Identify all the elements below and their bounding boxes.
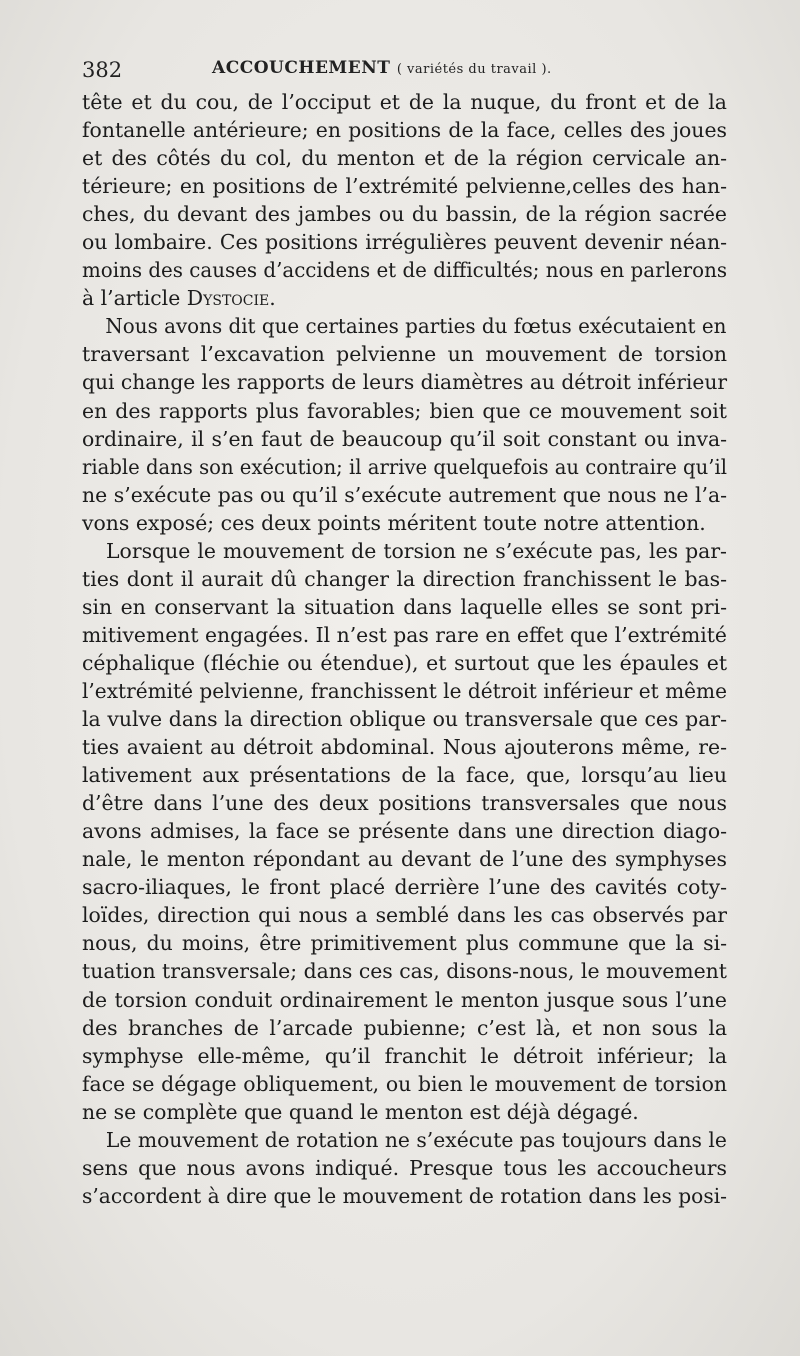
text-line: qui change les rapports de leurs diamètres au détroit inférieur — [82, 370, 728, 395]
text-line: moins des causes d’accidens et de difficultés; nous en parlerons — [82, 258, 728, 283]
paragraph-start-line: Lorsque le mouvement de torsion ne s’exécute pas, les par- — [106, 538, 727, 563]
text-line: ordinaire, il s’en faut de beaucoup qu’il soit constant ou inva- — [82, 426, 728, 451]
paragraph-start-line: Le mouvement de rotation ne s’exécute pas toujours dans le — [105, 1127, 727, 1152]
text-line: d’être dans l’une des deux positions transversales que nous — [82, 791, 728, 816]
text-line: en des rapports plus favorables; bien que ce mouvement soit — [82, 398, 727, 423]
paragraph-start-line: Nous avons dit que certaines parties du fœtus exécutaient en — [105, 314, 727, 339]
text-line: ties avaient au détroit abdominal. Nous ajouterons même, re- — [82, 735, 727, 760]
text-line-reference — [82, 284, 727, 312]
text-line: ches, du devant des jambes ou du bassin, de la région sacrée — [82, 202, 727, 227]
text-line: des branches de l’arcade pubienne; c’est là, et non sous la — [82, 1015, 728, 1040]
reference-end: . — [269, 286, 276, 311]
text-line: ou lombaire. Ces positions irrégulières peuvent devenir néan- — [82, 230, 727, 255]
text-line: loïdes, direction qui nous a semblé dans les cas observés par — [82, 903, 728, 928]
text-line: tuation transversale; dans ces cas, disons-nous, le mouvement — [82, 959, 727, 984]
running-title-subtitle: ( variétés du travail ). — [396, 62, 552, 77]
text-line: et des côtés du col, du menton et de la région cervicale an- — [82, 146, 727, 171]
running-header — [82, 56, 722, 86]
text-line: ne se complète que quand le menton est déjà dégagé. — [82, 1099, 639, 1124]
text-line: sens que nous avons indiqué. Presque tous les accoucheurs — [82, 1155, 727, 1180]
text-line: symphyse elle-même, qu’il franchit le détroit inférieur; la — [82, 1043, 728, 1068]
text-line: s’accordent à dire que le mouvement de rotation dans les posi- — [82, 1183, 727, 1208]
text-line: riable dans son exécution; il arrive quelquefois au contraire qu’il — [82, 454, 727, 479]
running-title — [212, 58, 552, 78]
body-text — [82, 88, 727, 1210]
text-line: nale, le menton répondant au devant de l’une des symphyses — [82, 847, 728, 872]
text-line: de torsion conduit ordinairement le menton jusque sous l’une — [82, 987, 727, 1012]
text-line: sacro-iliaques, le front placé derrière l’une des cavités coty- — [82, 875, 728, 900]
text-line: sin en conservant la situation dans laquelle elles se sont pri- — [82, 594, 728, 619]
text-line: térieure; en positions de l’extrémité pelvienne,celles des han- — [82, 174, 728, 199]
running-title-main: ACCOUCHEMENT — [212, 58, 391, 78]
text-line: la vulve dans la direction oblique ou transversale que ces par- — [82, 707, 727, 732]
page-number: 382 — [82, 58, 123, 82]
reference-term: Dystocie — [186, 286, 270, 311]
text-line: fontanelle antérieure; en positions de la face, celles des joues — [82, 118, 727, 143]
text-line: tête et du cou, de l’occiput et de la nuque, du front et de la — [82, 90, 727, 114]
text-line: avons admises, la face se présente dans une direction diago- — [82, 819, 728, 844]
text-line: face se dégage obliquement, ou bien le mouvement de torsion — [82, 1071, 727, 1096]
text-line: ne s’exécute pas ou qu’il s’exécute autrement que nous ne l’a- — [82, 482, 728, 507]
text-line: lativement aux présentations de la face, que, lorsqu’au lieu — [82, 763, 727, 788]
text-line: l’extrémité pelvienne, franchissent le détroit inférieur et même — [82, 678, 727, 703]
text-line: nous, du moins, être primitivement plus commune que la si- — [82, 931, 728, 956]
text-line: traversant l’excavation pelvienne un mouvement de torsion — [82, 342, 727, 367]
reference-lead: à l’article — [82, 286, 187, 311]
text-line: vons exposé; ces deux points méritent toute notre attention. — [82, 510, 706, 535]
text-line: mitivement engagées. Il n’est pas rare en effet que l’extrémité — [82, 622, 727, 647]
text-line: céphalique (fléchie ou étendue), et surtout que les épaules et — [82, 650, 728, 675]
text-line: ties dont il aurait dû changer la direction franchissent le bas- — [82, 566, 728, 591]
